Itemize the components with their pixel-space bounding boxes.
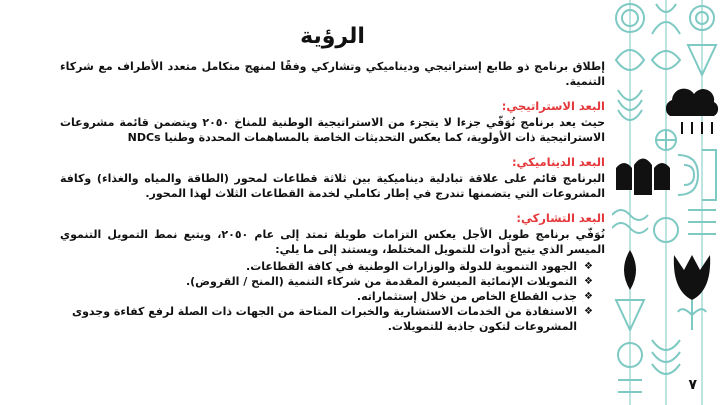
bullet-item: ❖ الجهود التنموية للدولة والوزارات الوطنية في كافة القطاعات.: [60, 259, 591, 274]
strategic-text: حيث يعد برنامج نُوَفّي جزءا لا يتجزء من الاستراتيجية الوطنية للمناخ ٢٠٥٠ ويتضمن قائمة مشروعات الاستراتيجية ذات الأولوية، كما يعكس التحديثات الخاصة بالمساهمات المحددة وطنيا NDCs: [60, 116, 605, 144]
strategic-section: [60, 99, 605, 145]
dynamic-heading: البعد الديناميكي:: [511, 155, 605, 169]
bullet-item: ❖ الاستفادة من الخدمات الاستشارية والخبرات المتاحة من الجهات ذات الصلة لرفع كفاءة وجدوى المشروعات لتكون جاذبة للتمويلات.: [60, 304, 591, 334]
bullet-item: ❖ التمويلات الإنمائية الميسرة المقدمة من شركاء التنمية (المنح / القروض).: [60, 274, 591, 289]
intro-text: إطلاق برنامج ذو طابع إستراتيجي وديناميكي وتشاركي وفقًا لمنهج متكامل متعدد الأطراف مع شركاء التنمية.: [60, 60, 605, 88]
slide-content: [60, 24, 605, 334]
decorative-pattern: [612, 0, 720, 405]
participatory-bullet-list: [60, 259, 605, 334]
dynamic-section: [60, 155, 605, 201]
participatory-text: نُوَفّي برنامج طويل الأجل يعكس التزامات طويلة تمتد إلى عام ٢٠٥٠، ويتبع نمط التمويل التنموي الميسر الذي يتيح أدوات للتمويل المختلط، ويستند إلى ما يلي:: [60, 228, 605, 256]
participatory-section: [60, 211, 605, 334]
strategic-heading: البعد الاستراتيجي:: [501, 99, 605, 113]
slide-title: الرؤية: [300, 24, 365, 49]
page-number: ٧: [685, 377, 700, 393]
participatory-heading: البعد التشاركي:: [516, 211, 605, 225]
dynamic-text: البرنامج قائم على علاقة تبادلية ديناميكية بين ثلاثة قطاعات لمحور (الطاقة والمياه والغذاء) وكافة المشروعات التي يتضمنها تندرج في إطار تكاملي لخدمة القطاعات الثلاث لهذا المحور.: [60, 172, 605, 200]
bullet-item: ❖ جذب القطاع الخاص من خلال إستثماراته.: [60, 289, 591, 304]
